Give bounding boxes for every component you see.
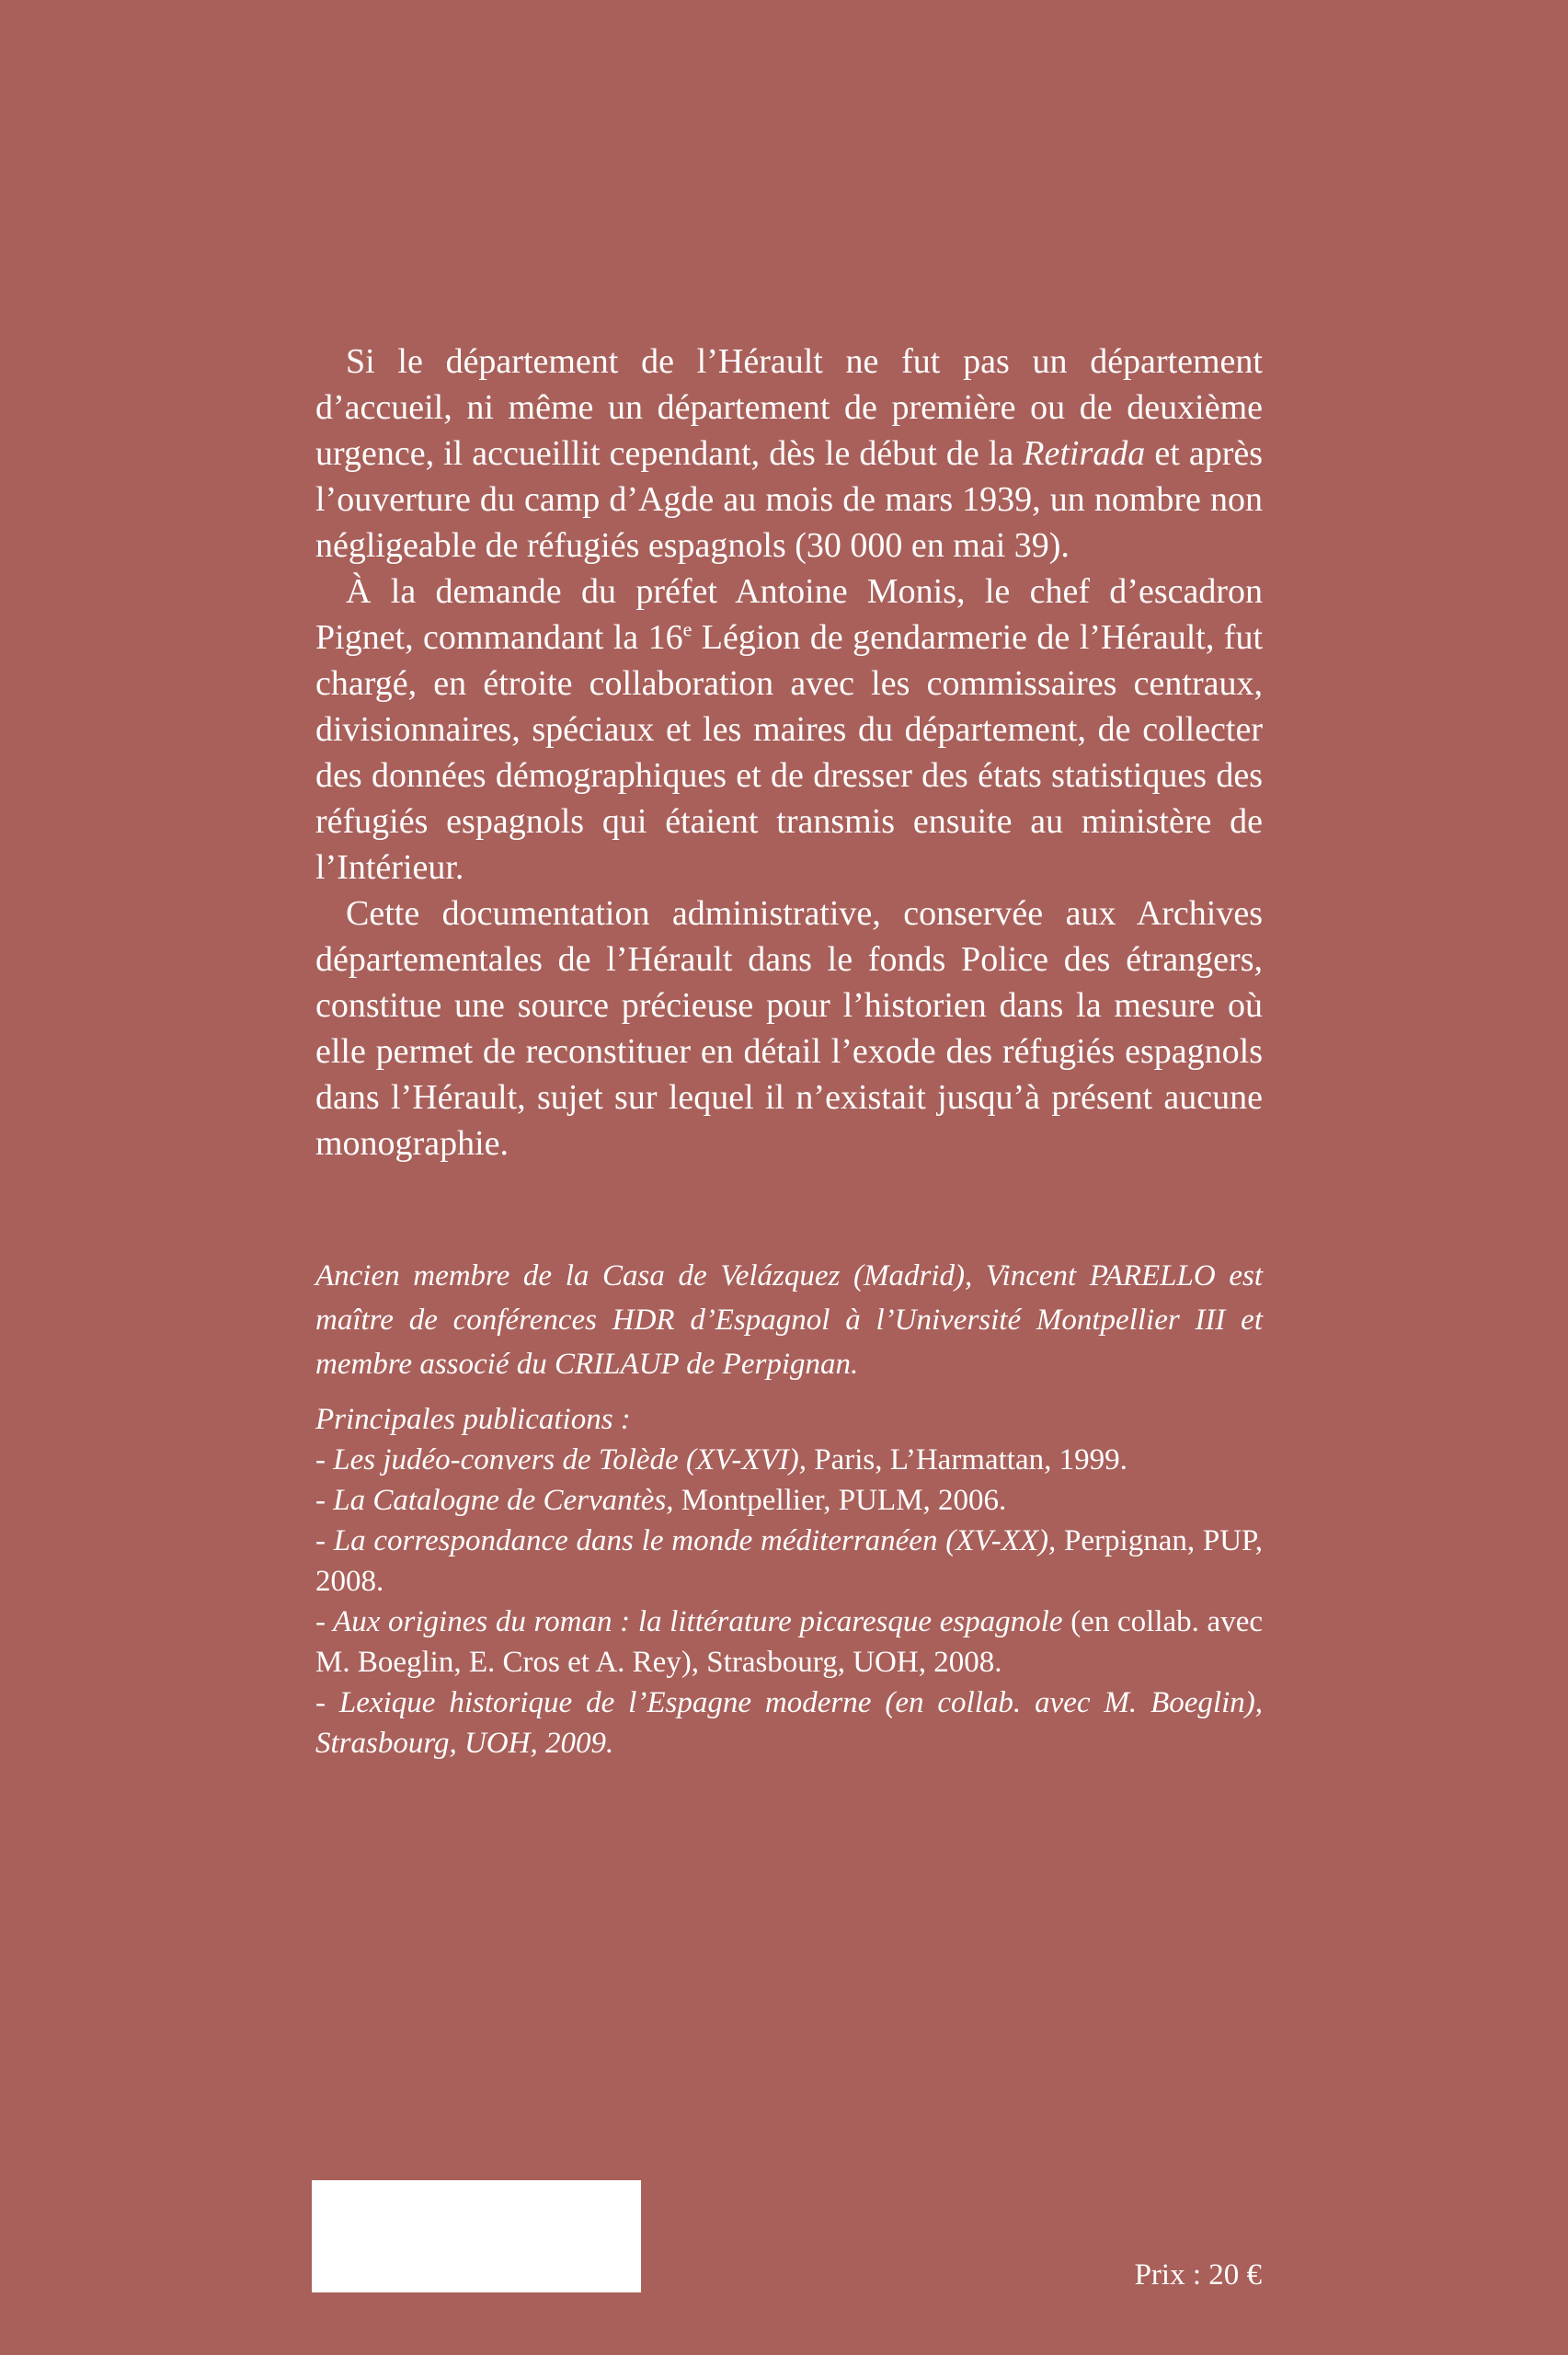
author-bio: Ancien membre de la Casa de Velázquez (Madrid), Vincent PARELLO est maître de conférences HDR d’Espagnol à l’Université Montpellier III et membre associé du CRILAUP de Perpignan. — [315, 1259, 1263, 1381]
publication-title: - La Catalogne de Cervantès, — [315, 1484, 674, 1517]
publication-details: Perpignan, PUP, 2008. — [315, 1524, 1263, 1598]
summary-paragraph-3: Cette documentation administrative, conservée aux Archives départementales de l’Hérault dans le fonds Police des étrangers, constitue une source précieuse pour l’historien dans la mesure où elle permet de reconstituer en détail l’exode des réfugiés espagnols dans l’Hérault, sujet sur lequel il n’existait jusqu’à présent aucune monographie. — [315, 894, 1263, 1163]
publication-item — [315, 1602, 1263, 1683]
publication-item — [315, 1521, 1263, 1602]
summary-paragraph-2 — [315, 569, 1263, 890]
publication-details: Paris, L’Harmattan, 1999. — [806, 1443, 1127, 1476]
publication-item — [315, 1440, 1263, 1480]
summary-paragraph-2-text-start: À la demande du préfet Antoine Monis, le chef d’escadron Pignet, commandant la 16 — [315, 572, 1263, 657]
summary-paragraph-1-text-start: Si le département de l’Hérault ne fut pas un département d’accueil, ni même un département de première ou de deuxième urgence, il accueillit cependant, dès le début de la — [315, 342, 1263, 473]
barcode-placeholder — [312, 2180, 641, 2292]
publication-details: Montpellier, PULM, 2006. — [673, 1484, 1007, 1517]
publications-list — [315, 1440, 1263, 1763]
publication-item — [315, 1683, 1263, 1763]
publication-title: - Aux origines du roman : la littérature picaresque espagnole — [315, 1605, 1063, 1638]
publications-section — [315, 1399, 1263, 1763]
retirada-term: Retirada — [1023, 434, 1146, 473]
price-label: Prix : 20 € — [1134, 2258, 1262, 2292]
book-summary — [315, 339, 1263, 1166]
summary-paragraph-2-text-end: Légion de gendarmerie de l’Hérault, fut chargé, en étroite collaboration avec les commissaires centraux, divisionnaires, spéciaux et les maires du département, de collecter des données démographiques et de dresser des états statistiques des réfugiés espagnols qui étaient transmis ensuite au ministère de l’Intérieur. — [315, 618, 1263, 887]
publication-details: (en collab. avec M. Boeglin, E. Cros et A. Rey), Strasbourg, UOH, 2008. — [315, 1605, 1263, 1679]
publication-title: - La correspondance dans le monde méditerranéen (XV-XX), — [315, 1524, 1057, 1557]
summary-paragraph-1-text-end: et après l’ouverture du camp d’Agde au mois de mars 1939, un nombre non négligeable de réfugiés espagnols (30 000 en mai 39). — [315, 434, 1263, 565]
summary-paragraph-1 — [315, 339, 1263, 569]
ordinal-superscript: e — [682, 617, 692, 641]
publication-title: - Lexique historique de l’Espagne moderne (en collab. avec M. Boeglin), Strasbourg, UOH, 2009. — [315, 1686, 1263, 1760]
publications-heading: Principales publications : — [315, 1403, 631, 1436]
publication-item — [315, 1480, 1263, 1521]
publication-title: - Les judéo-convers de Tolède (XV-XVI), — [315, 1443, 807, 1476]
